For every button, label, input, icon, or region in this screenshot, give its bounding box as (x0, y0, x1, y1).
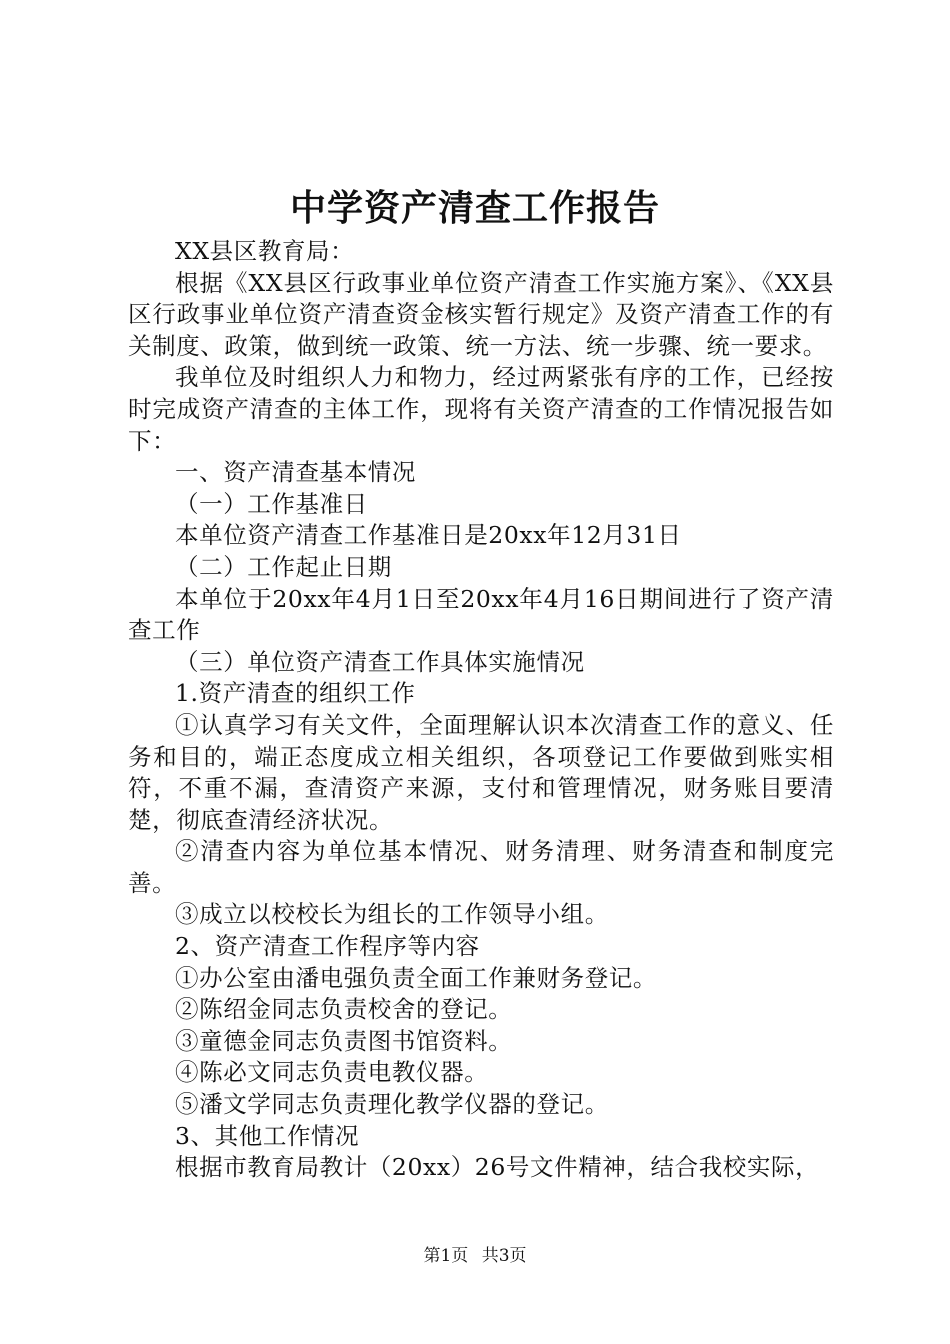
heading-subsection-3: （三）单位资产清查工作具体实施情况 (175, 647, 585, 676)
paragraph-summary: 我单位及时组织人力和物力，经过两紧张有序的工作，已经按时完成资产清查的主体工作，现将有关资产清查的工作情况报告如下： (128, 363, 834, 455)
paragraph-other: 根据市教育局教计（20xx）26号文件精神，结合我校实际， (175, 1153, 820, 1182)
paragraph-base-date: 本单位资产清查工作基准日是20xx年12月31日 (175, 521, 682, 550)
heading-section-1: 一、资产清查基本情况 (175, 458, 416, 487)
heading-item-1: 1.资产清查的组织工作 (175, 679, 416, 708)
list-item: ①认真学习有关文件，全面理解认识本次清查工作的意义、任务和目的，端正态度成立相关组织，各项登记工作要做到账实相符，不重不漏，查清资产来源，支付和管理情况，财务账目要清楚，彻底查清经济状况。 (128, 710, 834, 834)
document-body (128, 236, 834, 1184)
paragraph-period: 本单位于20xx年4月1日至20xx年4月16日期间进行了资产清查工作 (128, 584, 834, 645)
heading-item-3: 3、其他工作情况 (175, 1121, 360, 1150)
list-item: ①办公室由潘电强负责全面工作兼财务登记。 (175, 963, 657, 992)
list-item: ⑤潘文学同志负责理化教学仪器的登记。 (175, 1090, 609, 1119)
list-item: ②陈绍金同志负责校舍的登记。 (175, 995, 513, 1024)
heading-subsection-2: （二）工作起止日期 (175, 552, 392, 581)
salutation: XX县区教育局： (175, 237, 355, 265)
document-title: 中学资产清查工作报告 (289, 187, 660, 229)
list-item: ②清查内容为单位基本情况、财务清理、财务清查和制度完善。 (128, 837, 834, 897)
heading-subsection-1: （一）工作基准日 (175, 489, 368, 518)
list-item: ③成立以校校长为组长的工作领导小组。 (175, 900, 609, 929)
page-footer (0, 1244, 950, 1268)
page-total: 共3页 (481, 1246, 527, 1266)
page-number: 第1页 (423, 1246, 469, 1266)
heading-item-2: 2、资产清查工作程序等内容 (175, 932, 480, 961)
list-item: ④陈必文同志负责电教仪器。 (175, 1058, 489, 1087)
list-item: ③童德金同志负责图书馆资料。 (175, 1026, 513, 1055)
paragraph-basis: 根据《XX县区行政事业单位资产清查工作实施方案》、《XX县区行政事业单位资产清查资金核实暂行规定》及资产清查工作的有关制度、政策，做到统一政策、统一方法、统一步骤、统一要求。 (128, 268, 834, 360)
